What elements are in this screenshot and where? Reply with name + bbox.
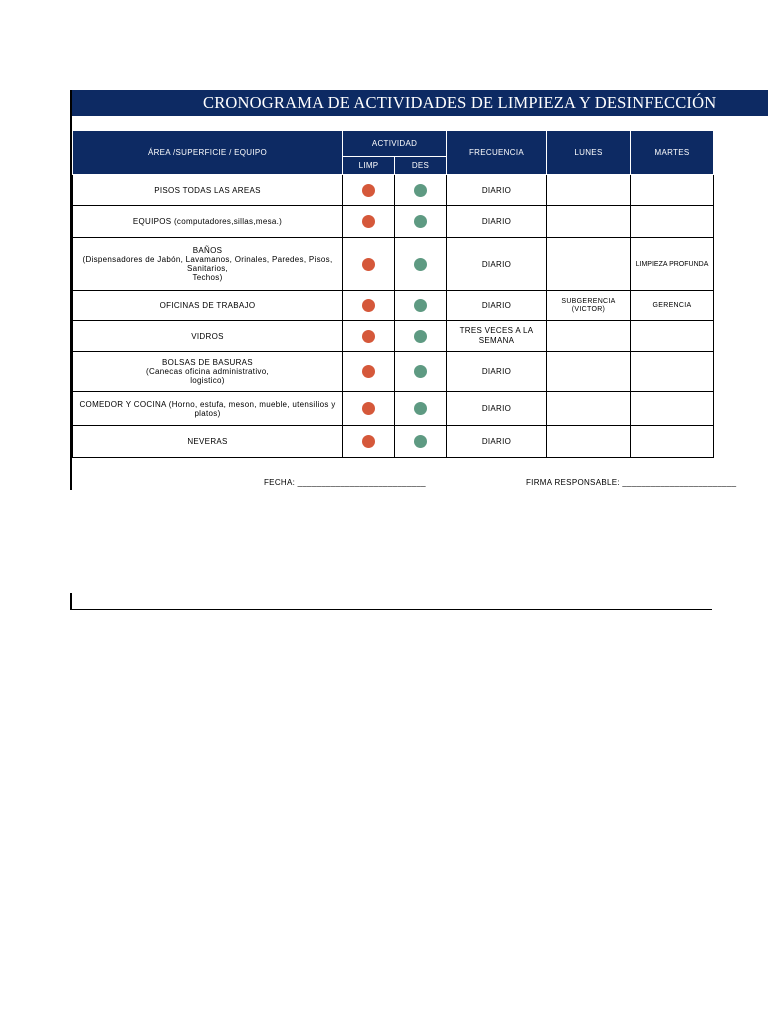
limp-dot-icon (362, 365, 375, 378)
limp-cell (343, 321, 395, 352)
martes-cell (631, 392, 714, 426)
header-limp: LIMP (343, 157, 395, 175)
des-dot-icon (414, 299, 427, 312)
lunes-cell (547, 175, 631, 206)
des-dot-icon (414, 365, 427, 378)
martes-cell (631, 175, 714, 206)
header-lunes: LUNES (547, 131, 631, 175)
area-line: (Canecas oficina administrativo, (146, 367, 269, 376)
martes-cell (631, 321, 714, 352)
header-des: DES (395, 157, 447, 175)
document-title: CRONOGRAMA DE ACTIVIDADES DE LIMPIEZA Y DESINFECCIÓN (203, 93, 717, 112)
area-cell: VIDROS (73, 321, 343, 352)
des-dot-icon (414, 330, 427, 343)
frecuencia-cell: DIARIO (447, 175, 547, 206)
firma-responsable-field: FIRMA RESPONSABLE: ________________________ (526, 478, 737, 487)
frecuencia-cell: DIARIO (447, 206, 547, 238)
martes-cell: GERENCIA (631, 291, 714, 321)
des-cell (395, 175, 447, 206)
fecha-field: FECHA: ___________________________ (264, 478, 426, 487)
des-cell (395, 291, 447, 321)
des-dot-icon (414, 402, 427, 415)
area-cell (73, 238, 343, 291)
frecuencia-cell: DIARIO (447, 352, 547, 392)
area-line: BAÑOS (192, 246, 223, 255)
limp-dot-icon (362, 299, 375, 312)
limp-cell (343, 175, 395, 206)
limp-dot-icon (362, 215, 375, 228)
frecuencia-cell: TRES VECES A LA SEMANA (447, 321, 547, 352)
frecuencia-cell: DIARIO (447, 291, 547, 321)
header-frecuencia: FRECUENCIA (447, 131, 547, 175)
header-area: ÁREA /SUPERFICIE / EQUIPO (73, 131, 343, 175)
limp-cell (343, 426, 395, 458)
limp-cell (343, 352, 395, 392)
des-cell (395, 392, 447, 426)
des-cell (395, 321, 447, 352)
area-line: (Dispensadores de Jabón, Lavamanos, Orinales, Paredes, Pisos, Sanitarios, (82, 255, 333, 273)
limp-dot-icon (362, 435, 375, 448)
lunes-cell (547, 206, 631, 238)
limp-cell (343, 238, 395, 291)
table-row (73, 291, 714, 321)
des-cell (395, 238, 447, 291)
martes-cell (631, 352, 714, 392)
area-cell: PISOS TODAS LAS AREAS (73, 175, 343, 206)
sheet-bottom-tick (70, 593, 72, 610)
limp-cell (343, 291, 395, 321)
area-cell: COMEDOR Y COCINA (Horno, estufa, meson, mueble, utensilios y platos) (73, 392, 343, 426)
lunes-cell (547, 238, 631, 291)
table-row (73, 321, 714, 352)
table-row (73, 206, 714, 238)
des-cell (395, 206, 447, 238)
lunes-cell (547, 352, 631, 392)
des-cell (395, 352, 447, 392)
limp-dot-icon (362, 184, 375, 197)
header-actividad: ACTIVIDAD (343, 131, 447, 157)
lunes-cell (547, 392, 631, 426)
des-dot-icon (414, 435, 427, 448)
limp-dot-icon (362, 258, 375, 271)
martes-cell (631, 426, 714, 458)
des-dot-icon (414, 184, 427, 197)
area-line: Techos) (192, 273, 223, 282)
martes-cell: LIMPIEZA PROFUNDA (631, 238, 714, 291)
header-martes: MARTES (631, 131, 714, 175)
limp-cell (343, 392, 395, 426)
area-cell (73, 352, 343, 392)
table-row (73, 392, 714, 426)
limp-cell (343, 206, 395, 238)
area-cell: EQUIPOS (computadores,sillas,mesa.) (73, 206, 343, 238)
des-dot-icon (414, 215, 427, 228)
frecuencia-cell: DIARIO (447, 426, 547, 458)
area-cell: OFICINAS DE TRABAJO (73, 291, 343, 321)
limp-dot-icon (362, 330, 375, 343)
des-cell (395, 426, 447, 458)
limp-dot-icon (362, 402, 375, 415)
area-cell: NEVERAS (73, 426, 343, 458)
martes-cell (631, 206, 714, 238)
table-row (73, 238, 714, 291)
frecuencia-cell: DIARIO (447, 392, 547, 426)
frecuencia-cell: DIARIO (447, 238, 547, 291)
table-row (73, 426, 714, 458)
area-line: logistico) (190, 376, 225, 385)
lunes-cell (547, 426, 631, 458)
lunes-cell: SUBGERENCIA (VICTOR) (547, 291, 631, 321)
table-row (73, 175, 714, 206)
lunes-cell (547, 321, 631, 352)
schedule-table (72, 130, 714, 458)
document-title-bar (72, 90, 768, 116)
table-row (73, 352, 714, 392)
sheet-bottom-rule (70, 609, 712, 610)
des-dot-icon (414, 258, 427, 271)
area-line: BOLSAS DE BASURAS (162, 358, 253, 367)
